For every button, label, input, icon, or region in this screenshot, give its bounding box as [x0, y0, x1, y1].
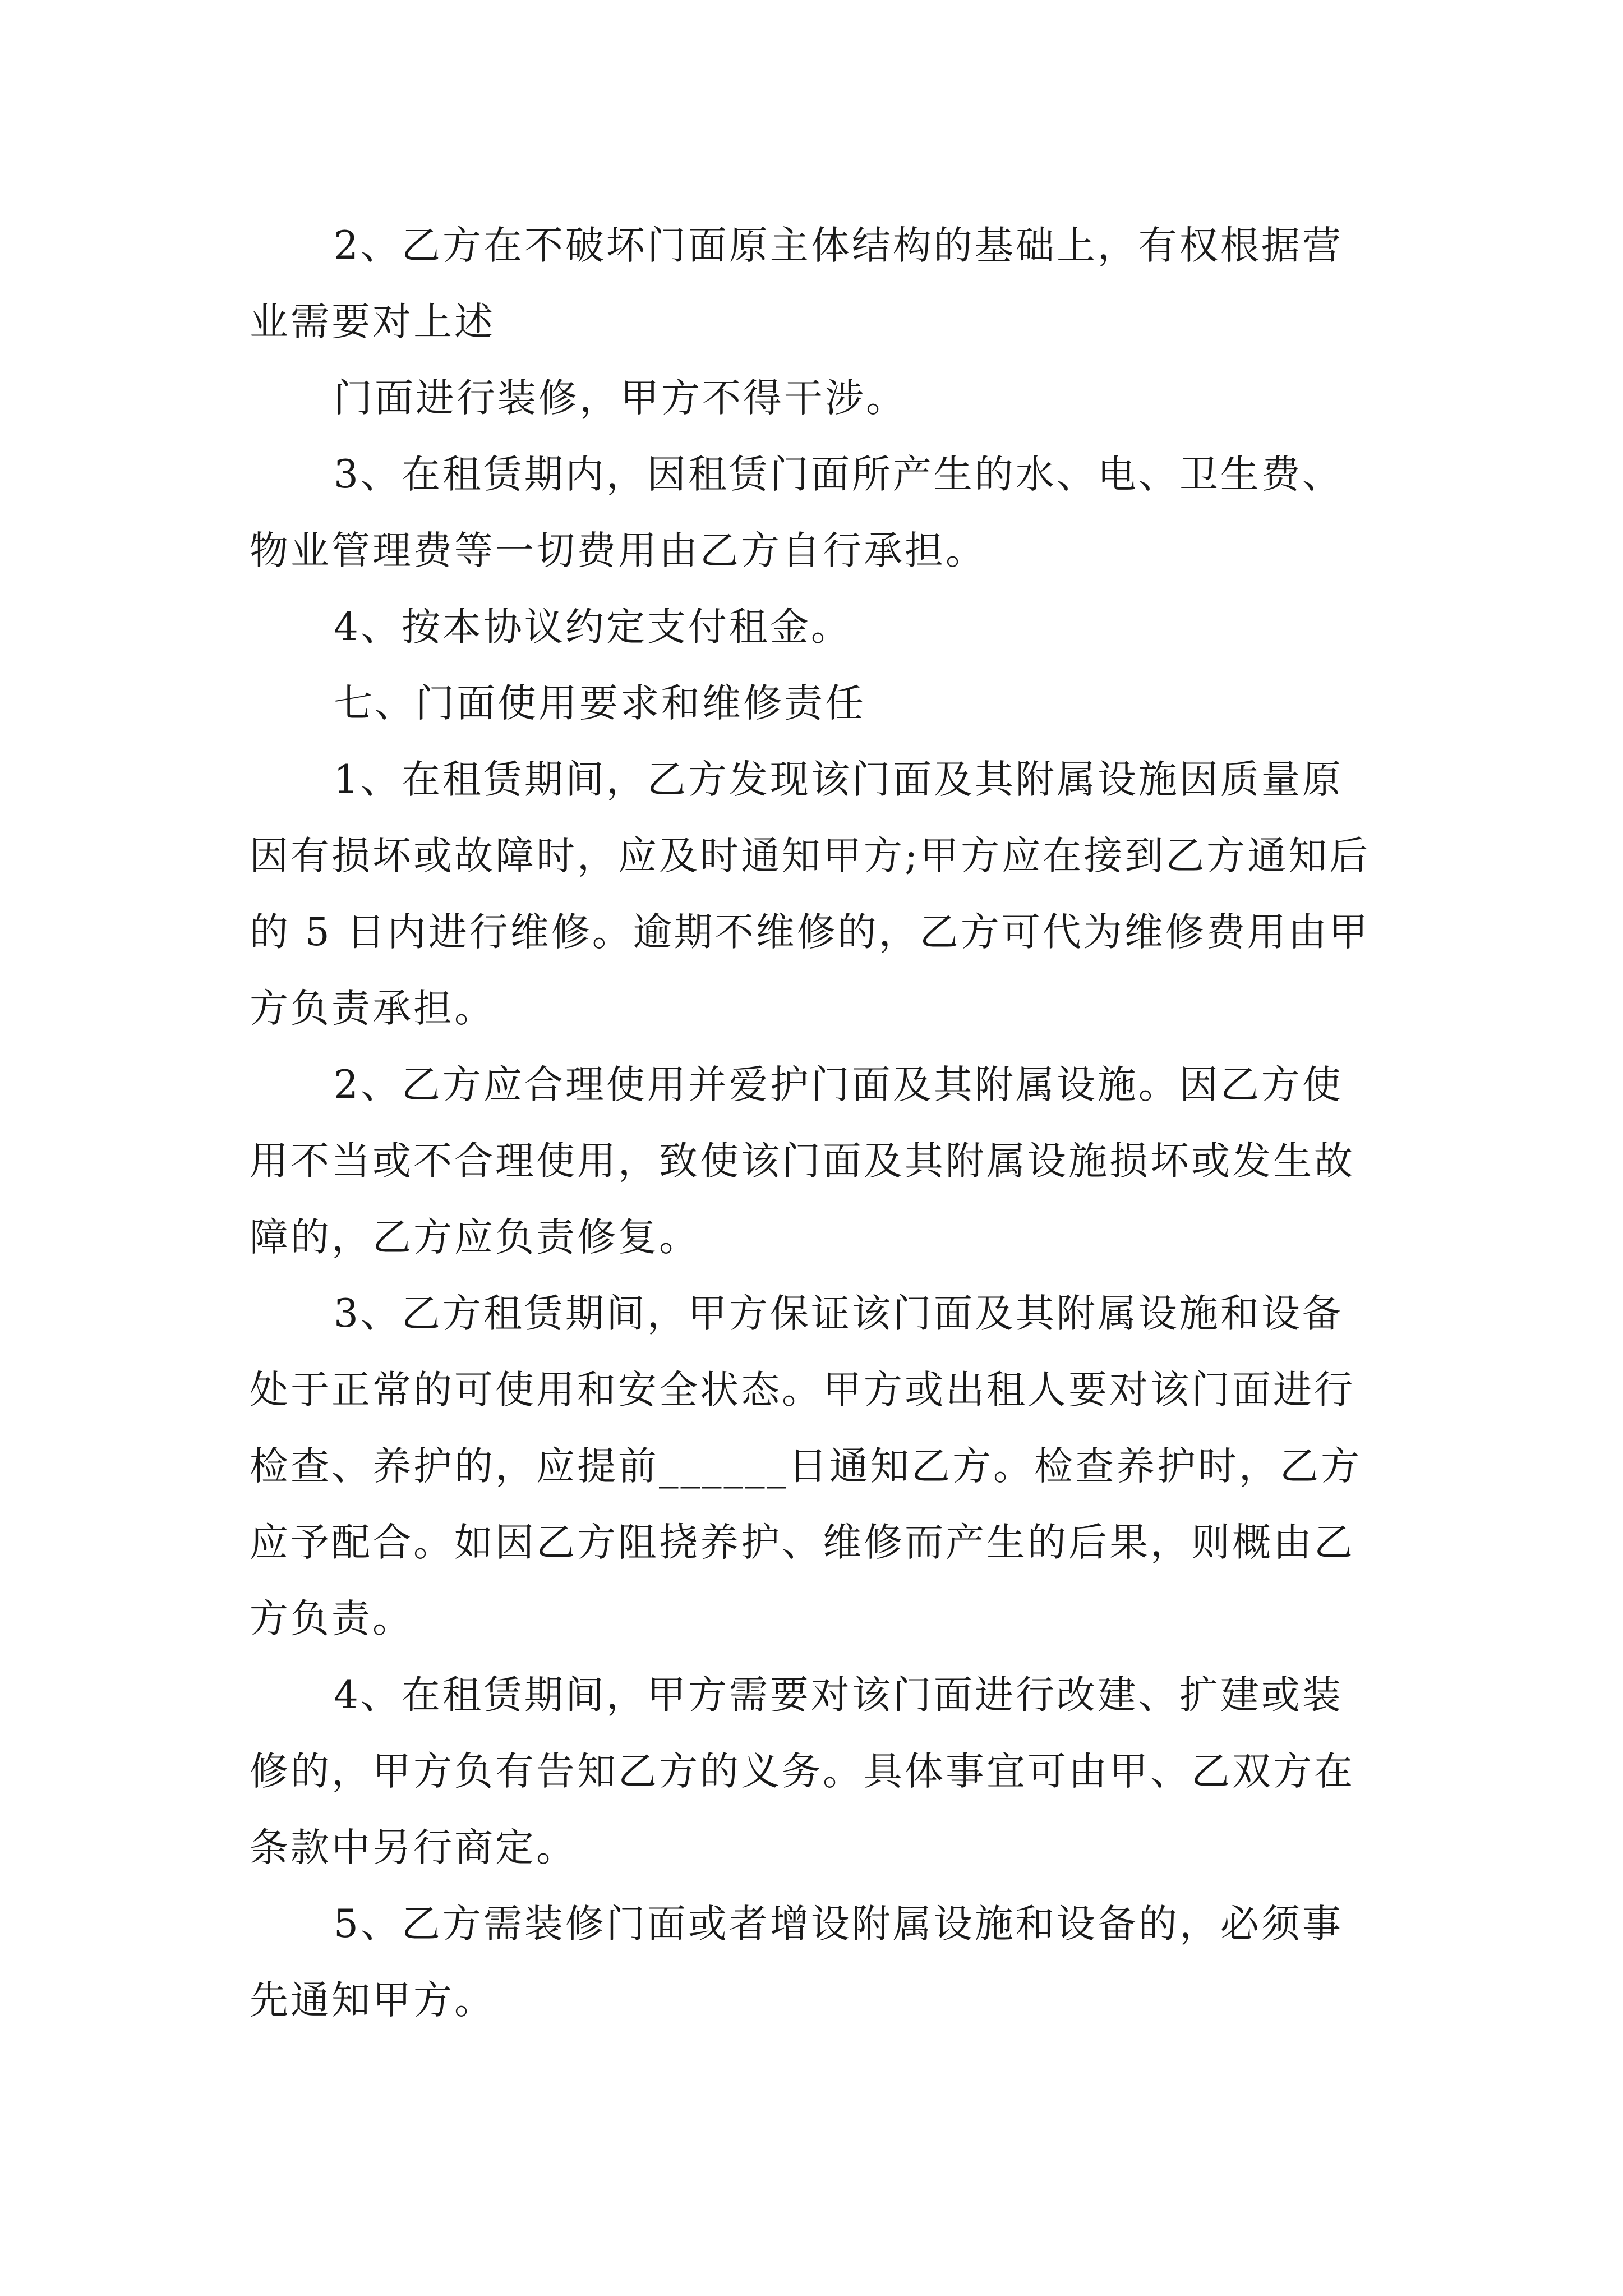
- paragraph-inspection: 3、乙方租赁期间，甲方保证该门面及其附属设施和设备处于正常的可使用和安全状态。甲方或出租人要对该门面进行检查、养护的，应提前______日通知乙方。检查养护时，乙方应予配合。如因乙方阻挠养护、维修而产生的后果，则概由乙方负责。: [250, 1291, 1362, 1641]
- paragraph-renovation-continued: 门面进行装修，甲方不得干涉。: [334, 376, 907, 421]
- paragraph-alteration: 4、在租赁期间，甲方需要对该门面进行改建、扩建或装修的，甲方负有告知乙方的义务。具体事宜可由甲、乙双方在条款中另行商定。: [250, 1673, 1355, 1870]
- paragraph-proper-use: 2、乙方应合理使用并爱护门面及其附属设施。因乙方使用不当或不合理使用，致使该门面及其附属设施损坏或发生故障的，乙方应负责修复。: [250, 1062, 1355, 1260]
- paragraph-rent-payment: 4、按本协议约定支付租金。: [334, 605, 852, 650]
- section-heading-usage-maintenance: 七、门面使用要求和维修责任: [334, 681, 866, 726]
- document-body: [250, 208, 1380, 2039]
- paragraph-renovation-right: 2、乙方在不破坏门面原主体结构的基础上，有权根据营业需要对上述: [250, 223, 1343, 344]
- paragraph-fees: 3、在租赁期内，因租赁门面所产生的水、电、卫生费、物业管理费等一切费用由乙方自行承担。: [250, 452, 1343, 573]
- paragraph-tenant-renovation: 5、乙方需装修门面或者增设附属设施和设备的，必须事先通知甲方。: [250, 1902, 1343, 2023]
- paragraph-repair-notice: 1、在租赁期间，乙方发现该门面及其附属设施因质量原因有损坏或故障时，应及时通知甲方;甲方应在接到乙方通知后的 5 日内进行维修。逾期不维修的，乙方可代为维修费用由甲方负责承担。: [250, 757, 1371, 1031]
